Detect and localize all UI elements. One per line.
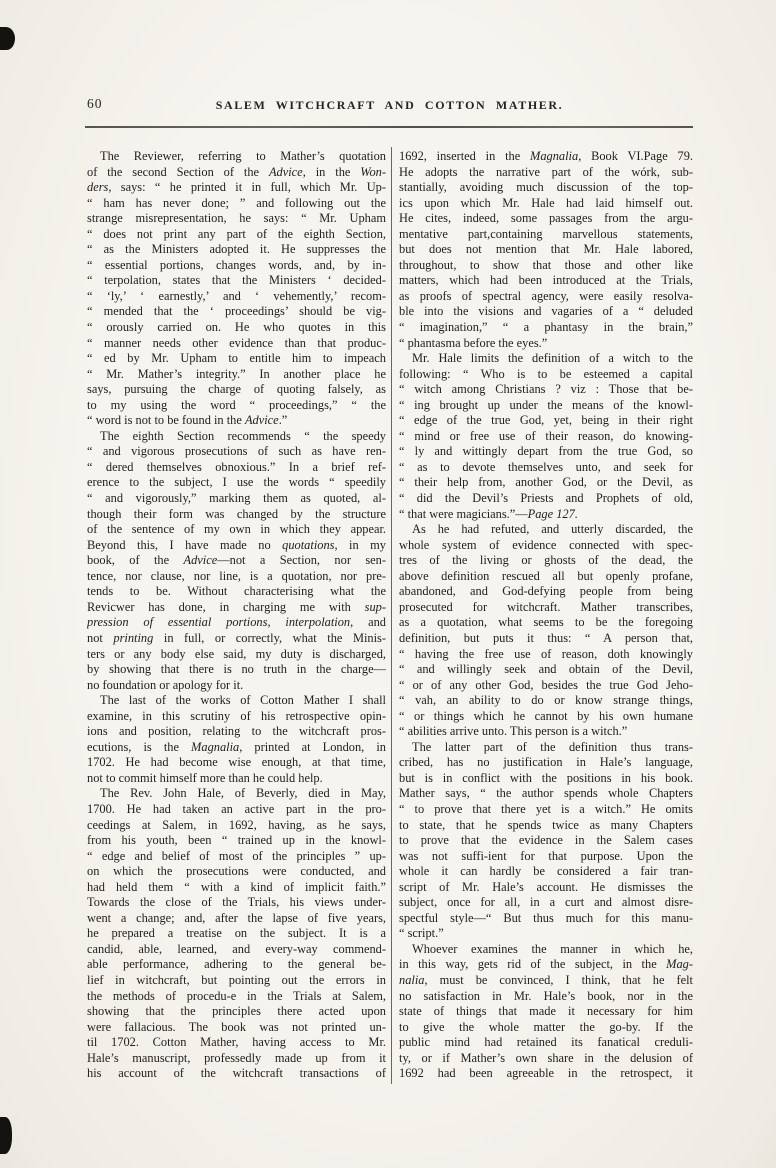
text-line: nalia, must be convinced, I think, that he felt	[399, 972, 693, 987]
text-line: “ mind or free use of their reason, do knowing-	[399, 428, 693, 443]
text-line: The last of the works of Cotton Mather I shall	[100, 693, 386, 708]
text-line: not printing in full, or correctly, what the Minis-	[87, 630, 386, 645]
text-line: of the sentence of my own in which they appear.	[87, 522, 386, 537]
text-line: “ did the Devil’s Priests and Prophets of old,	[399, 491, 693, 506]
text-line: no satisfaction in Mr. Hale’s book, nor in the	[399, 988, 693, 1003]
text-line: says, pursuing the charge of quoting falsely, as	[87, 382, 386, 397]
text-line: 1692, inserted in the Magnalia, Book VI.Page 79.	[399, 149, 693, 163]
text-line: He cites, indeed, some passages from the argu-	[399, 211, 693, 226]
text-line: to state, that he spends twice as many Chapters	[399, 817, 693, 832]
text-line: 1702. He had become wise enough, at that time,	[87, 755, 386, 770]
text-line: showing that the principles there acted upon	[87, 1004, 386, 1019]
text-line: tres of the living or ghosts of the dead, the	[399, 553, 693, 568]
text-line: whole it can hardly be considered a fair tran-	[399, 864, 693, 879]
scan-artifact-bottom-left	[0, 1117, 12, 1154]
text-line: 1700. He had taken an active part in the pro-	[87, 801, 386, 816]
text-line: “ essential portions, changes words, and, by in-	[87, 257, 386, 272]
text-line: following: “ Who is to be esteemed a capital	[399, 366, 693, 381]
text-line: “ their help from, another God, or the Devil, as	[399, 475, 693, 490]
text-line: whole system of evidence connected with spec-	[399, 537, 693, 552]
text-line: script of Mr. Hale’s account. He dismisses the	[399, 879, 693, 894]
text-line: on which the prosecutions were conducted, and	[87, 864, 386, 879]
text-line: state of things that made it necessary for him	[399, 1004, 693, 1019]
text-line: 1692 had been agreeable in the retrospect, it	[399, 1066, 693, 1081]
text-line: “ as the Ministers adopted it. He suppresses the	[87, 242, 386, 257]
text-line: “ Mr. Mather’s integrity.” In another place he	[87, 366, 386, 381]
text-line: strange misrepresentation, he says: “ Mr. Upham	[87, 211, 386, 226]
text-line: “ witch among Christians ? viz : Those that be-	[399, 382, 693, 397]
text-line: “ edge and belief of most of the principles ” up-	[87, 848, 386, 863]
running-title: SALEM WITCHCRAFT AND COTTON MATHER.	[215, 98, 564, 112]
text-line: as proofs of spectral agency, were easily resolva-	[399, 288, 693, 303]
text-line: book, of the Advice—not a Section, nor sen-	[87, 553, 386, 568]
text-line: “ imagination,” “ a phantasy in the brain,”	[399, 320, 693, 335]
text-line: Mather says, “ the author spends whole Chapters	[399, 786, 693, 801]
text-line: “ that were magicians.”—Page 127.	[399, 506, 578, 521]
text-line: “ to prove that there yet is a witch.” He omits	[399, 801, 693, 816]
text-line: cribed, has no justification in Hale’s language,	[399, 755, 693, 770]
header-rule	[85, 126, 693, 128]
text-line: able performance, adhering to the general be-	[87, 957, 386, 972]
text-line: from his youth, been “ trained up in the knowl-	[87, 833, 386, 848]
text-line: tends to be. Without characterising what the	[87, 584, 386, 599]
text-line: public mind had retained its fanatical creduli-	[399, 1035, 693, 1050]
text-line: “ manner needs other evidence than that produc-	[87, 335, 386, 350]
text-line: “ as to devote themselves unto, and seek for	[399, 459, 693, 474]
text-line: had held them “ with a kind of implicit faith.”	[87, 879, 386, 894]
text-line: ics upon which Mr. Hale had laid himself out.	[399, 195, 693, 210]
text-line: mentative part,containing marvellous statements,	[399, 226, 693, 241]
text-line: The Rev. John Hale, of Beverly, died in May,	[100, 786, 386, 801]
text-line: ders, says: “ he printed it in full, which Mr. Up-	[87, 180, 386, 195]
text-line: “ ‘ly,’ ‘ earnestly,’ and ‘ vehemently,’ recom-	[87, 288, 386, 303]
text-line: ceedings at Salem, in 1692, having, as he says,	[87, 817, 386, 832]
text-line: “ dered themselves obnoxious.” In a brief ref-	[87, 459, 386, 474]
text-line: “ or of any other God, besides the true God Jeho-	[399, 677, 693, 692]
text-line: The Reviewer, referring to Mather’s quotation	[100, 149, 386, 163]
scan-artifact-top-left	[0, 27, 15, 50]
text-line: erence to the subject, I use the words “ speedily	[87, 475, 386, 490]
text-line: “ abilities arrive unto. This person is a witch.”	[399, 724, 628, 739]
text-line: ecutions, is the Magnalia, printed at London, in	[87, 739, 386, 754]
text-line: went a change; and, after the lapse of five years,	[87, 910, 386, 925]
text-line: prosecuted for witchcraft. Mather transcribes,	[399, 599, 693, 614]
text-line: ions and position, relating to the witchcraft pros-	[87, 724, 386, 739]
text-line: the methods of procedu-e in the Trials at Salem,	[87, 988, 386, 1003]
text-line: The eighth Section recommends “ the speedy	[100, 428, 386, 443]
text-line: to my using the word “ proceedings,” “ the	[87, 397, 386, 412]
text-line: Beyond this, I have made no quotations, in my	[87, 537, 386, 552]
text-line: Hale’s manuscript, professedly made up from it	[87, 1050, 386, 1065]
text-line: stantially, avoiding much discussion of the top-	[399, 180, 693, 195]
text-line: above definition rescued all but openly profane,	[399, 568, 693, 583]
text-line: throughout, to show that those and other like	[399, 257, 693, 272]
text-line: no foundation or apology for it.	[87, 677, 244, 692]
text-line: ble into the visions and vagaries of a “ deluded	[399, 304, 693, 319]
text-line: but does not mention that Mr. Hale labored,	[399, 242, 693, 257]
text-line: til 1702. Cotton Mather, having access to Mr.	[87, 1035, 386, 1050]
text-line: pression of essential portions, interpolation, and	[87, 615, 386, 630]
text-line: candid, able, learned, and every-way commend-	[87, 941, 386, 956]
text-line: subject, once for all, in a curt and almost disre-	[399, 895, 693, 910]
text-line: Whoever examines the manner in which he,	[412, 941, 693, 956]
text-line: “ and willingly seek and obtain of the Devil,	[399, 662, 693, 677]
text-line: to give the whole matter the go-by. If the	[399, 1019, 693, 1034]
text-line: lief in witchcraft, but pointing out the errors in	[87, 972, 386, 987]
text-line: ty, or if Mather’s own share in the delusion of	[399, 1050, 693, 1065]
text-line: examine, in this scrutiny of his retrospective opin-	[87, 708, 386, 723]
text-line: of the second Section of the Advice, in the Won-	[87, 164, 386, 179]
text-line: was not suffi-ient for that purpose. Upon the	[399, 848, 693, 863]
text-line: “ ed by Mr. Upham to entitle him to impeach	[87, 351, 386, 366]
text-line: to prove that the evidence in the Salem cases	[399, 833, 693, 848]
page-number: 60	[87, 96, 103, 111]
text-line: “ or things which he cannot by his own humane	[399, 708, 693, 723]
text-line: He adopts the narrative part of the wórk, sub-	[399, 164, 693, 179]
text-line: “ word is not to be found in the Advice.”	[87, 413, 288, 428]
text-column-left	[87, 149, 386, 1082]
text-line: were fallacious. The book was not printed un-	[87, 1019, 386, 1034]
text-column-right	[399, 149, 693, 1082]
text-line: “ ly and wittingly depart from the true God, so	[399, 444, 693, 459]
text-line: “ and vigorous prosecutions of such as have ren-	[87, 444, 386, 459]
text-line: by showing that there is no truth in the charge—	[87, 662, 386, 677]
text-line: “ terpolation, states that the Ministers ‘ decided-	[87, 273, 386, 288]
text-line: his account of the witchcraft transactions of	[87, 1066, 386, 1081]
text-line: As he had refuted, and utterly discarded, the	[412, 522, 693, 537]
text-line: Mr. Hale limits the definition of a witch to the	[412, 351, 693, 366]
text-line: “ and vigorously,” marking them as quoted, al-	[87, 491, 386, 506]
text-line: ters or any body else said, my duty is discharged,	[87, 646, 386, 661]
text-line: “ mended that the ‘ proceedings’ should be vig-	[87, 304, 386, 319]
text-line: not to commit himself more than he could help.	[87, 770, 323, 785]
column-divider	[391, 147, 392, 1084]
text-line: he prepared a treatise on the subject. It is a	[87, 926, 386, 941]
text-line: “ vah, an ability to do or know strange things,	[399, 693, 693, 708]
text-line: “ does not print any part of the eighth Section,	[87, 226, 386, 241]
text-line: “ phantasma before the eyes.”	[399, 335, 548, 350]
text-line: Towards the close of the Trials, his views under-	[87, 895, 386, 910]
text-line: Revicwer has done, in charging me with sup-	[87, 599, 386, 614]
text-line: The latter part of the definition thus trans-	[412, 739, 693, 754]
text-line: “ edge of the true God, yet, being in their right	[399, 413, 693, 428]
text-line: “ having the free use of reason, doth knowingly	[399, 646, 693, 661]
text-line: “ ham has never done; ” and following out the	[87, 195, 386, 210]
text-line: “ ing brought up under the means of the knowl-	[399, 397, 693, 412]
text-line: “ orously carried on. He who quotes in this	[87, 320, 386, 335]
text-line: “ script.”	[399, 926, 444, 941]
text-line: abandoned, and God-defying people from being	[399, 584, 693, 599]
text-line: definition, but puts it thus: “ A person that,	[399, 630, 693, 645]
text-line: matters, which had been introduced at the Trials,	[399, 273, 693, 288]
text-line: but is in conflict with the positions in his book.	[399, 770, 693, 785]
text-line: as a quotation, what seems to be the foregoing	[399, 615, 693, 630]
text-line: though their form was changed by the structure	[87, 506, 386, 521]
text-line: tence, nor clause, nor line, is a quotation, nor pre-	[87, 568, 386, 583]
text-line: spectful style—“ But thus much for this manu-	[399, 910, 693, 925]
text-line: in this way, gets rid of the subject, in the Mag-	[399, 957, 693, 972]
